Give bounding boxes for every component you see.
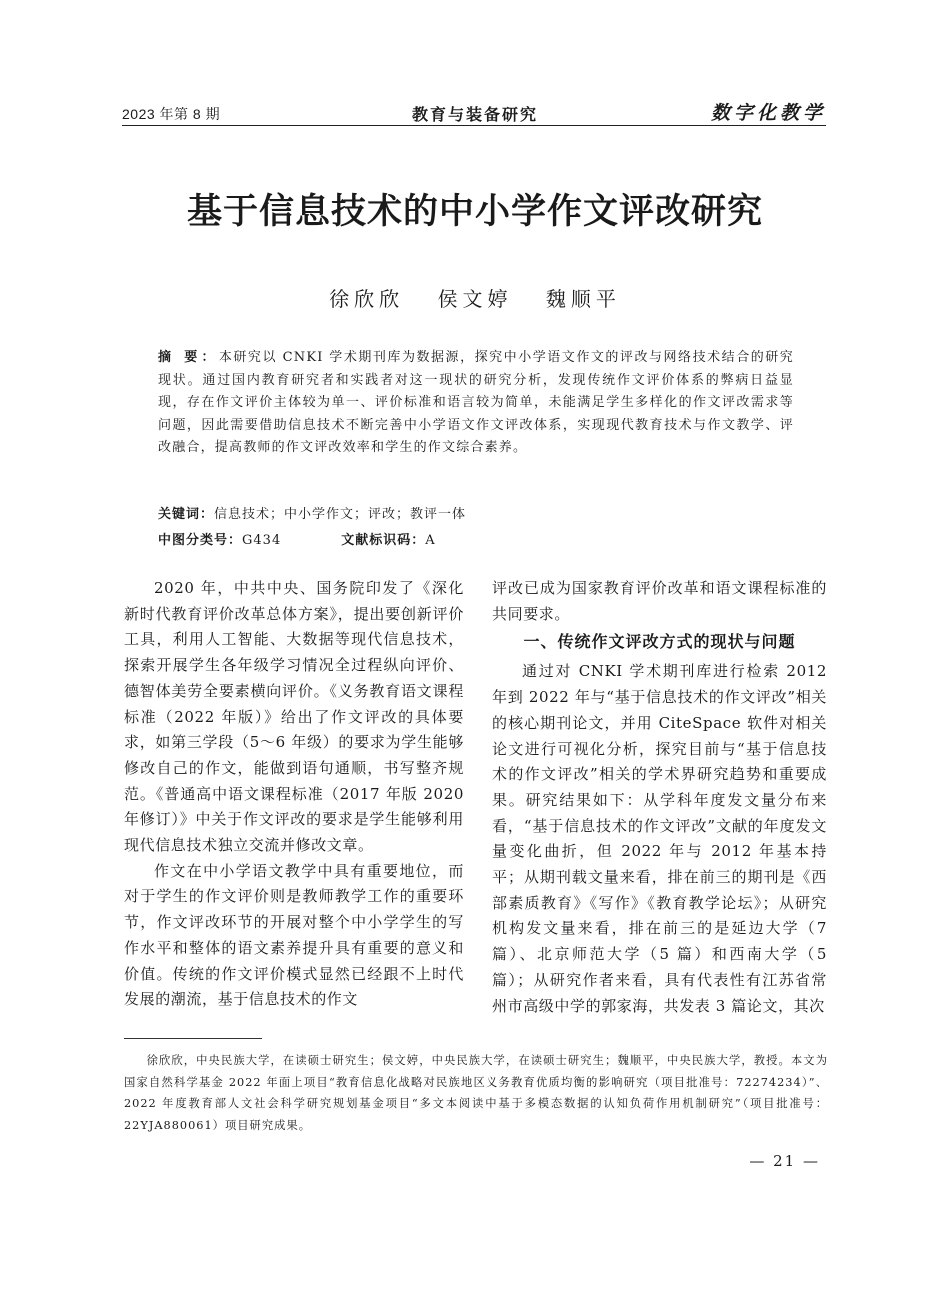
header-rule	[122, 125, 826, 126]
abstract-label: 摘 要：	[158, 350, 219, 365]
section-heading: 一、传统作文评改方式的现状与问题	[523, 632, 796, 652]
classification	[158, 529, 794, 548]
doc-id-label: 文献标识码：	[341, 533, 426, 548]
section-name: 数字化教学	[710, 102, 826, 124]
body-paragraph: 通过对 CNKI 学术期刊库进行检索 2012 年到 2022 年与“基于信息技术的作文评改”相关的核心期刊论文，并用 CiteSpace 软件对相关论文进行可视化分析，探究目前与“基于信息技术的作文评改”相关的学术界研究趋势和重要成果。研究结果如下：从学科年度发文量分布来看，“基于信息技术的作文评改”文献的年度发文量变化曲折，但 2022 年与 2012 年基本持平；从期刊载文量来看，排在前三的期刊是《西部素质教育》《写作》《教育教学论坛》；从研究机构发文量来看，排在前三的是延边大学（7 篇）、北京师范大学（5 篇）和西南大学（5 篇）；从研究作者来看，具有代表性有江苏省常州市高级中学的郭家海，共发表 3 篇论文，其次	[492, 662, 827, 1015]
body-paragraph: 作文在中小学语文教学中具有重要地位，而对于学生的作文评价则是教师教学工作的重要环节，作文评改环节的开展对整个中小学学生的写作水平和整体的语文素养提升具有重要的意义和价值。传统的作文评价模式显然已经跟不上时代发展的潮流，基于信息技术的作文	[124, 861, 464, 1009]
abstract-text: 本研究以 CNKI 学术期刊库为数据源，探究中小学语文作文的评改与网络技术结合的研究现状。通过国内教育研究者和实践者对这一现状的研究分析，发现传统作文评价体系的弊病日益显现，存在作文评价主体较为单一、评价标准和语言较为简单，未能满足学生多样化的作文评改需求等问题，因此需要借助信息技术不断完善中小学语文作文评改体系，实现现代教育技术与作文教学、评改融合，提高教师的作文评改效率和学生的作文综合素养。	[158, 350, 794, 455]
clc-value: G434	[242, 533, 282, 548]
body-paragraph-continued: 评改已成为国家教育评价改革和语文课程标准的共同要求。	[492, 579, 827, 623]
keywords-text: 信息技术；中小学作文；评改；教评一体	[214, 507, 467, 522]
keywords	[158, 503, 794, 522]
abstract	[158, 347, 794, 460]
issue-info: 2023 年第 8 期	[122, 106, 221, 122]
author-footnote: 徐欣欣，中央民族大学，在读硕士研究生；侯文婷，中央民族大学，在读硕士研究生；魏顺平，中央民族大学，教授。本文为国家自然科学基金 2022 年面上项目“教育信息化战略对民族地区义务教育优质均衡的影响研究（项目批准号：72274234）”、2022 年度教育部人文社会科学研究规划基金项目“多文本阅读中基于多模态数据的认知负荷作用机制研究”（项目批准号：22YJA880061）项目研究成果。	[124, 1054, 828, 1132]
body-paragraph: 2020 年，中共中央、国务院印发了《深化新时代教育评价改革总体方案》，提出要创新评价工具，利用人工智能、大数据等现代信息技术，探索开展学生各年级学习情况全过程纵向评价、德智体美劳全要素横向评价。《义务教育语文课程标准（2022 年版）》给出了作文评改的具体要求，如第三学段（5～6 年级）的要求为学生能够修改自己的作文，能做到语句通顺，书写整齐规范。《普通高中语文课程标准（2017 年版 2020 年修订）》中关于作文评改的要求是学生能够利用现代信息技术独立交流并修改文章。	[124, 579, 464, 855]
article-authors: 徐欣欣 侯文婷 魏顺平	[329, 287, 621, 311]
journal-name: 教育与装备研究	[411, 105, 538, 124]
page-number: — 21 —	[749, 1152, 820, 1170]
body-column-right	[492, 576, 827, 1019]
keywords-label: 关键词：	[158, 507, 215, 522]
clc-label: 中图分类号：	[158, 533, 243, 548]
footnote-rule	[124, 1038, 262, 1039]
body-column-left	[124, 576, 464, 1013]
article-title: 基于信息技术的中小学作文评改研究	[186, 192, 763, 232]
doc-id-value: A	[425, 533, 436, 548]
